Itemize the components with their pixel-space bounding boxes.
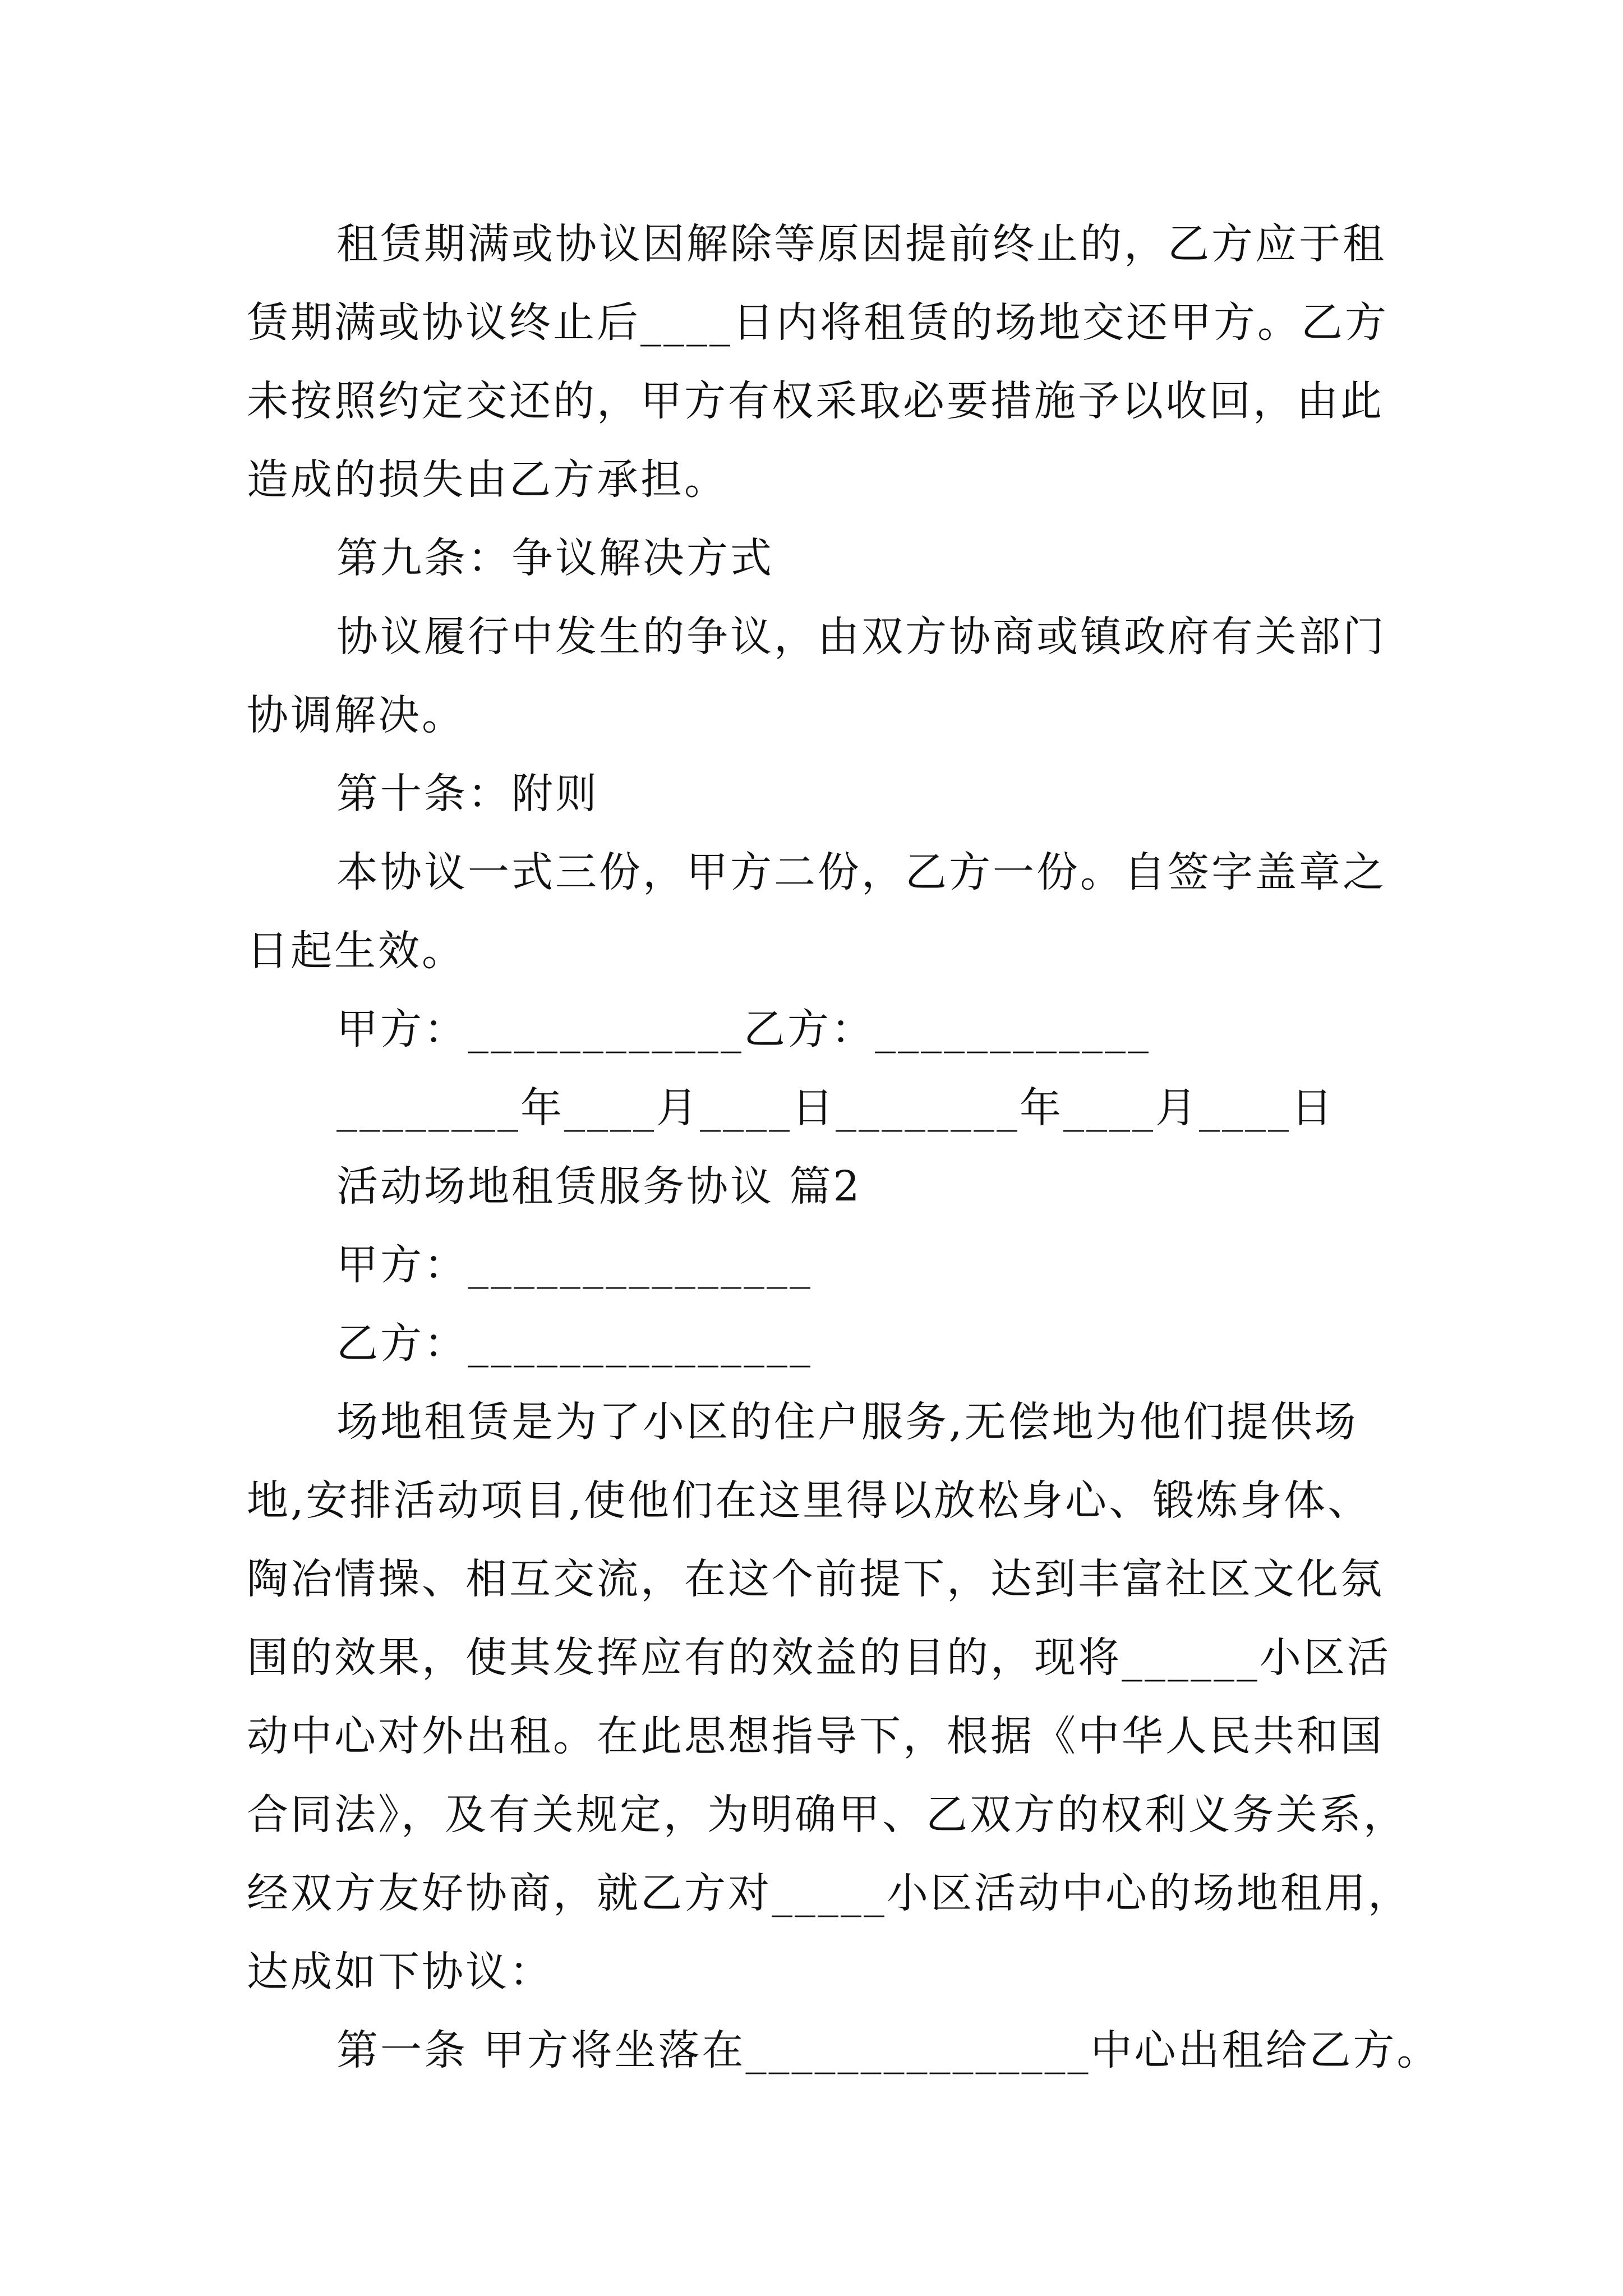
agreement-title: 活动场地租赁服务协议 篇2 <box>336 1162 862 1211</box>
paragraph-line: 地,安排活动项目,使他们在这里得以放松身心、锻炼身体、 <box>247 1476 1372 1525</box>
paragraph-line: 赁期满或协议终止后____日内将租赁的场地交还甲方。乙方 <box>247 298 1389 347</box>
paragraph-line: 达成如下协议： <box>247 1948 553 1996</box>
paragraph-line: 造成的损失由乙方承担。 <box>247 455 728 504</box>
paragraph-line: 动中心对外出租。在此思想指导下，根据《中华人民共和国 <box>247 1712 1384 1760</box>
paragraph-line: 协调解决。 <box>247 691 465 739</box>
paragraph-line: 本协议一式三份，甲方二份，乙方一份。自签字盖章之 <box>336 848 1386 896</box>
party-b-line: 乙方：_______________ <box>336 1319 813 1368</box>
paragraph-line: 场地租赁是为了小区的住户服务,无偿地为他们提供场 <box>336 1398 1358 1446</box>
paragraph-line: 合同法》，及有关规定，为明确甲、乙双方的权利义务关系， <box>247 1791 1407 1839</box>
paragraph-line: 未按照约定交还的，甲方有权采取必要措施予以收回，由此 <box>247 377 1384 425</box>
paragraph-line: 协议履行中发生的争议，由双方协商或镇政府有关部门 <box>336 613 1386 661</box>
signature-line: 甲方：____________乙方：____________ <box>336 1005 1151 1053</box>
party-a-line: 甲方：_______________ <box>336 1241 813 1289</box>
article-line: 第一条 甲方将坐落在_______________中心出租给乙方。 <box>336 2026 1441 2074</box>
paragraph-line: 陶冶情操、相互交流，在这个前提下，达到丰富社区文化氛 <box>247 1555 1384 1603</box>
section-heading: 第九条：争议解决方式 <box>336 534 774 582</box>
section-heading: 第十条：附则 <box>336 770 599 818</box>
paragraph-line: 围的效果，使其发挥应有的效益的目的，现将______小区活 <box>247 1634 1391 1682</box>
paragraph-line: 日起生效。 <box>247 927 465 975</box>
paragraph-line: 经双方友好协商，就乙方对_____小区活动中心的场地租用， <box>247 1869 1412 1917</box>
paragraph-line: 租赁期满或协议因解除等原因提前终止的，乙方应于租 <box>336 220 1386 268</box>
date-line: ________年____月____日________年____月____日 <box>336 1084 1335 1132</box>
